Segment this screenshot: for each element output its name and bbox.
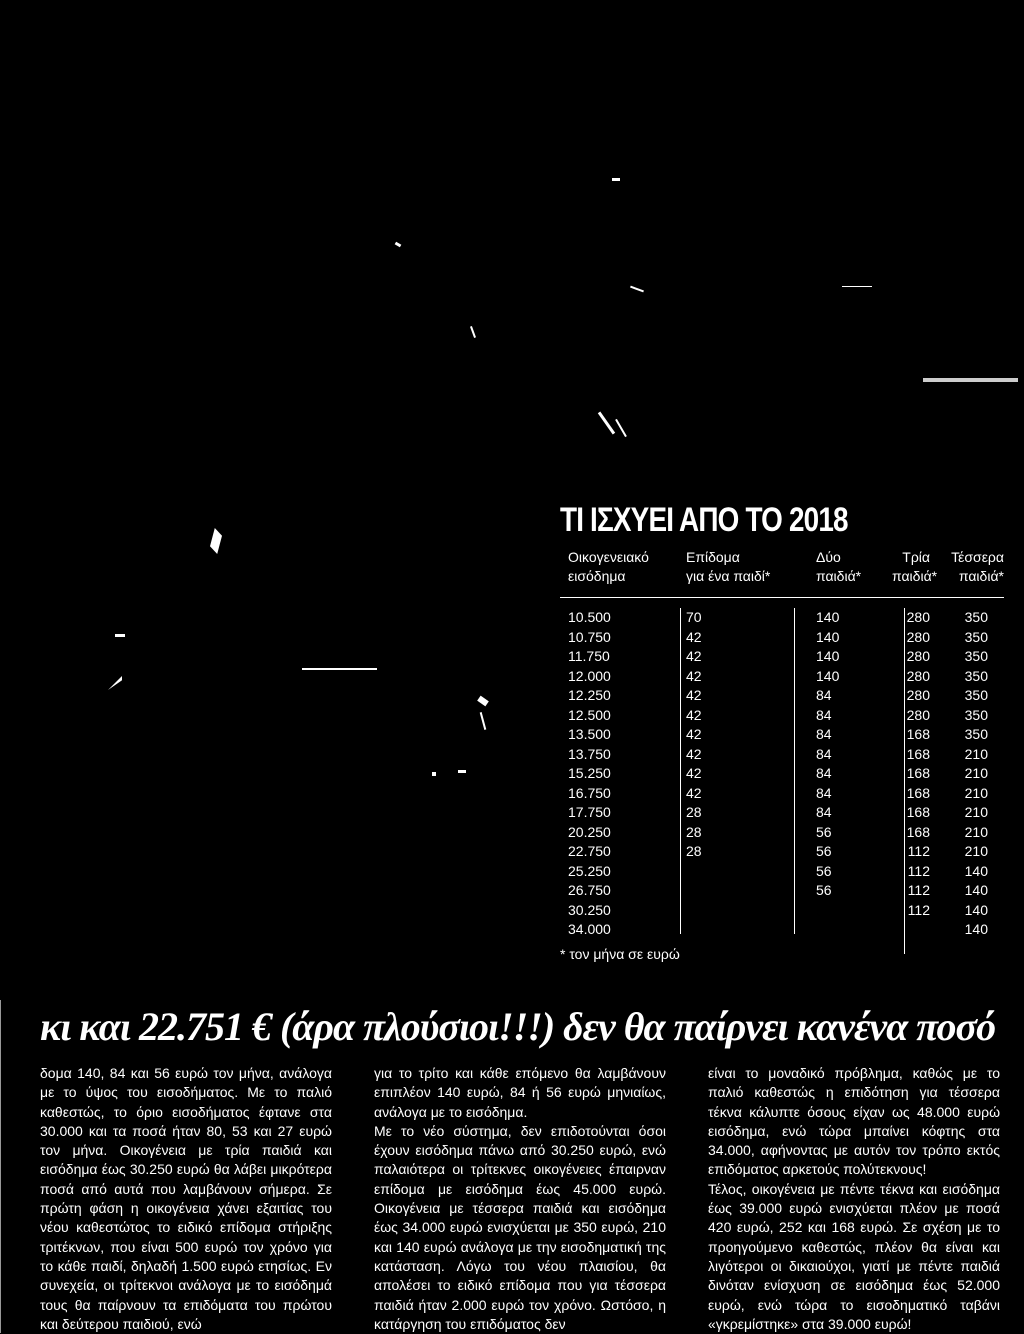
one-child-cell (686, 901, 702, 921)
four-children-cell: 140 (964, 882, 988, 898)
photo-highlight (108, 676, 122, 690)
photo-highlight (210, 528, 222, 554)
three-children-column (896, 608, 930, 940)
four-children-cell: 350 (964, 726, 988, 742)
four-children-cell: 210 (964, 745, 988, 762)
two-children-cell: 84 (816, 804, 832, 820)
photo-highlight (302, 668, 377, 670)
income-cell: 11.750 (568, 648, 610, 664)
photo-highlight (615, 419, 627, 437)
income-cell: 20.250 (568, 823, 611, 840)
four-children-cell: 350 (964, 648, 988, 664)
three-children-cell (896, 920, 930, 940)
income-cell: 13.500 (568, 726, 611, 742)
one-child-cell: 42 (686, 765, 702, 781)
header-rule (560, 597, 1004, 598)
photo-highlight (477, 696, 489, 707)
benefit-table (560, 500, 1004, 937)
two-children-column (816, 608, 839, 940)
two-children-cell (816, 901, 839, 921)
three-children-cell: 280 (906, 687, 930, 703)
article-column-1: δομα 140, 84 και 56 ευρώ τον μήνα, ανάλογα με το ύψος του εισοδήματος. Με το παλιό καθεστώς, το όριο εισοδήματος έφτανε στα 30.000 και τα ποσά ήταν 80, 53 και 27 ευρώ τον μήνα. Οικογένεια με τρία παιδιά και εισόδημα έως 30.250 ευρώ θα λάβει μικρότερα ποσά από αυτά που λαμβάνουν σήμερα. Σε πρώτη φάση η οικογένεια χάνει εξαιτίας του νέου καθεστώτος το ειδικό επίδομα στήριξης τριτέκνων, που είναι 500 ευρώ τον χρόνο για το κάθε παιδί, δηλαδή 1.500 ευρώ ετησίως. Εν συνεχεία, οι τρίτεκνοι ανάλογα με το εισόδημά τους θα παίρνουν τα επιδόματα του πρώτου και δεύτερου παιδιού, ενώ (40, 1065, 332, 1332)
four-children-cell: 140 (964, 901, 988, 918)
column-divider (680, 608, 681, 934)
one-child-column (686, 608, 702, 940)
one-child-cell: 42 (686, 726, 702, 742)
income-cell: 22.750 (568, 843, 611, 859)
four-children-cell: 350 (964, 667, 988, 684)
header-three-children: Τρία παιδιά* (892, 549, 938, 584)
income-cell: 12.250 (568, 687, 611, 703)
header-four-children: Τέσσερα παιδιά* (951, 549, 1004, 584)
four-children-cell: 350 (964, 628, 988, 645)
four-children-cell: 210 (964, 843, 988, 859)
three-children-cell: 280 (906, 628, 930, 645)
one-child-cell: 28 (686, 823, 702, 840)
one-child-cell (686, 920, 702, 940)
photo-highlight (432, 772, 436, 776)
three-children-cell: 280 (906, 648, 930, 664)
three-children-cell: 112 (907, 862, 930, 879)
two-children-cell: 140 (816, 667, 840, 684)
income-column (568, 608, 611, 940)
column-divider (794, 608, 795, 934)
two-children-cell: 84 (816, 706, 832, 723)
header-one-child: Επίδομα για ένα παιδί* (686, 549, 771, 584)
article-column-2: για το τρίτο και κάθε επόμενο θα λαμβάνουν επιπλέον 140 ευρώ, 84 ή 56 ευρώ μηνιαίως, ανάλογα με το εισόδημα. Με το νέο σύστημα, δεν επιδοτούνται όσοι έχουν εισόδημα πάνω από 30.250 ευρώ, ενώ παλαιότερα οι τρίτεκνες οικογένειες έπαιρναν επίδομα με εισόδημα έως 45.000 ευρώ. Οικογένεια με τέσσερα παιδιά και εισόδημα έως 34.000 ευρώ ενισχύεται με 350 ευρώ, 210 και 140 ευρώ ανάλογα με την εισοδηματική της κατάσταση. Λόγω του νέου πλαισίου, θα απολέσει το ειδικό επίδομα που για τέσσερα παιδιά ήταν 2.000 ευρώ τον χρόνο. Ωστόσο, η κατάργηση του επιδόματος δεν (374, 1065, 666, 1332)
income-cell: 16.750 (568, 784, 611, 801)
four-children-cell: 140 (964, 921, 988, 937)
two-children-cell (816, 920, 839, 940)
three-children-cell: 280 (906, 667, 930, 684)
three-children-cell: 168 (906, 804, 930, 820)
two-children-cell: 84 (816, 726, 832, 742)
photo-highlight (612, 178, 620, 181)
photo-highlight (842, 286, 872, 287)
three-children-cell: 112 (907, 901, 930, 918)
table-title: ΤΙ ΙΣΧΥΕΙ ΑΠΟ ΤΟ 2018 (560, 501, 848, 539)
two-children-cell: 56 (816, 862, 832, 879)
one-child-cell: 42 (686, 667, 702, 684)
one-child-cell: 42 (686, 648, 702, 664)
one-child-cell: 42 (686, 706, 702, 723)
photo-highlight (630, 286, 644, 293)
income-cell: 30.250 (568, 901, 611, 918)
one-child-cell: 70 (686, 609, 702, 625)
four-children-column (956, 608, 988, 940)
three-children-cell: 168 (906, 765, 930, 781)
three-children-cell: 112 (907, 882, 930, 898)
two-children-cell: 84 (816, 784, 832, 801)
photo-highlight (395, 242, 402, 248)
one-child-cell (686, 862, 702, 882)
three-children-cell: 168 (906, 823, 930, 840)
header-two-children: Δύο παιδιά* (816, 549, 862, 584)
income-cell: 17.750 (568, 804, 611, 820)
three-children-cell: 168 (906, 784, 930, 801)
four-children-cell: 140 (964, 862, 988, 879)
photo-highlight (480, 712, 487, 730)
four-children-cell: 350 (964, 687, 988, 703)
two-children-cell: 84 (816, 687, 832, 703)
one-child-cell: 42 (686, 628, 702, 645)
four-children-cell: 210 (964, 765, 988, 781)
four-children-cell: 210 (964, 784, 988, 801)
income-cell: 12.000 (568, 667, 611, 684)
two-children-cell: 140 (816, 628, 840, 645)
income-cell: 34.000 (568, 921, 611, 937)
page-edge (0, 1000, 1, 1333)
two-children-cell: 56 (816, 823, 832, 840)
three-children-cell: 168 (906, 726, 930, 742)
one-child-cell: 42 (686, 687, 702, 703)
three-children-cell: 280 (906, 609, 930, 625)
two-children-cell: 56 (816, 843, 832, 859)
four-children-cell: 210 (964, 804, 988, 820)
income-cell: 10.750 (568, 628, 611, 645)
four-children-cell: 210 (964, 823, 988, 840)
one-child-cell: 42 (686, 745, 702, 762)
income-cell: 10.500 (568, 609, 611, 625)
income-cell: 26.750 (568, 882, 611, 898)
two-children-cell: 140 (816, 648, 840, 664)
one-child-cell: 28 (686, 804, 702, 820)
photo-highlight (470, 326, 476, 338)
table-footnote: * τον μήνα σε ευρώ (560, 946, 680, 962)
article-column-3: είναι το μοναδικό πρόβλημα, καθώς με το παλιό καθεστώς η επιδότηση για τέσσερα τέκνα κάλυπτε όσους είχαν ως 48.000 ευρώ εισόδημα, ενώ τώρα μπαίνει κόφτης στα 34.000, αφήνοντας με αυτόν τον τρόπο εκτός επιδόματος αρκετούς πολύτεκνους! Τέλος, οικογένεια με πέντε τέκνα και εισόδημα έως 39.000 ευρώ ενισχύεται πλέον με ποσά 420 ευρώ, 252 και 168 ευρώ. Σε σχέση με το προηγούμενο καθεστώς, πλέον θα είναι και λιγότεροι οι δικαιούχοι, γιατί με πέντε παιδιά δινόταν ενίσχυση σε εισόδημα έως 52.000 ευρώ, ενώ τώρα το εισοδηματικό ταβάνι «γκρεμίστηκε» στα 39.000 ευρώ! (708, 1065, 1000, 1332)
one-child-cell: 42 (686, 784, 702, 801)
three-children-cell: 168 (906, 745, 930, 762)
one-child-cell (686, 881, 702, 901)
photo-highlight (923, 378, 1018, 382)
headline: κι και 22.751 € (άρα πλούσιοι!!!) δεν θα παίρνει κανένα ποσό (40, 1004, 996, 1049)
photo-highlight (458, 770, 466, 773)
income-cell: 25.250 (568, 862, 611, 879)
three-children-cell: 280 (906, 706, 930, 723)
three-children-cell: 112 (907, 843, 930, 859)
income-cell: 15.250 (568, 765, 611, 781)
two-children-cell: 84 (816, 745, 832, 762)
photo-highlight (598, 411, 615, 434)
one-child-cell: 28 (686, 843, 702, 859)
header-income: Οικογενειακό εισόδημα (568, 549, 649, 584)
income-cell: 13.750 (568, 745, 611, 762)
two-children-cell: 140 (816, 609, 840, 625)
two-children-cell: 56 (816, 882, 832, 898)
four-children-cell: 350 (964, 609, 988, 625)
photo-highlight (115, 634, 125, 637)
four-children-cell: 350 (964, 706, 988, 723)
income-cell: 12.500 (568, 706, 611, 723)
two-children-cell: 84 (816, 765, 832, 781)
